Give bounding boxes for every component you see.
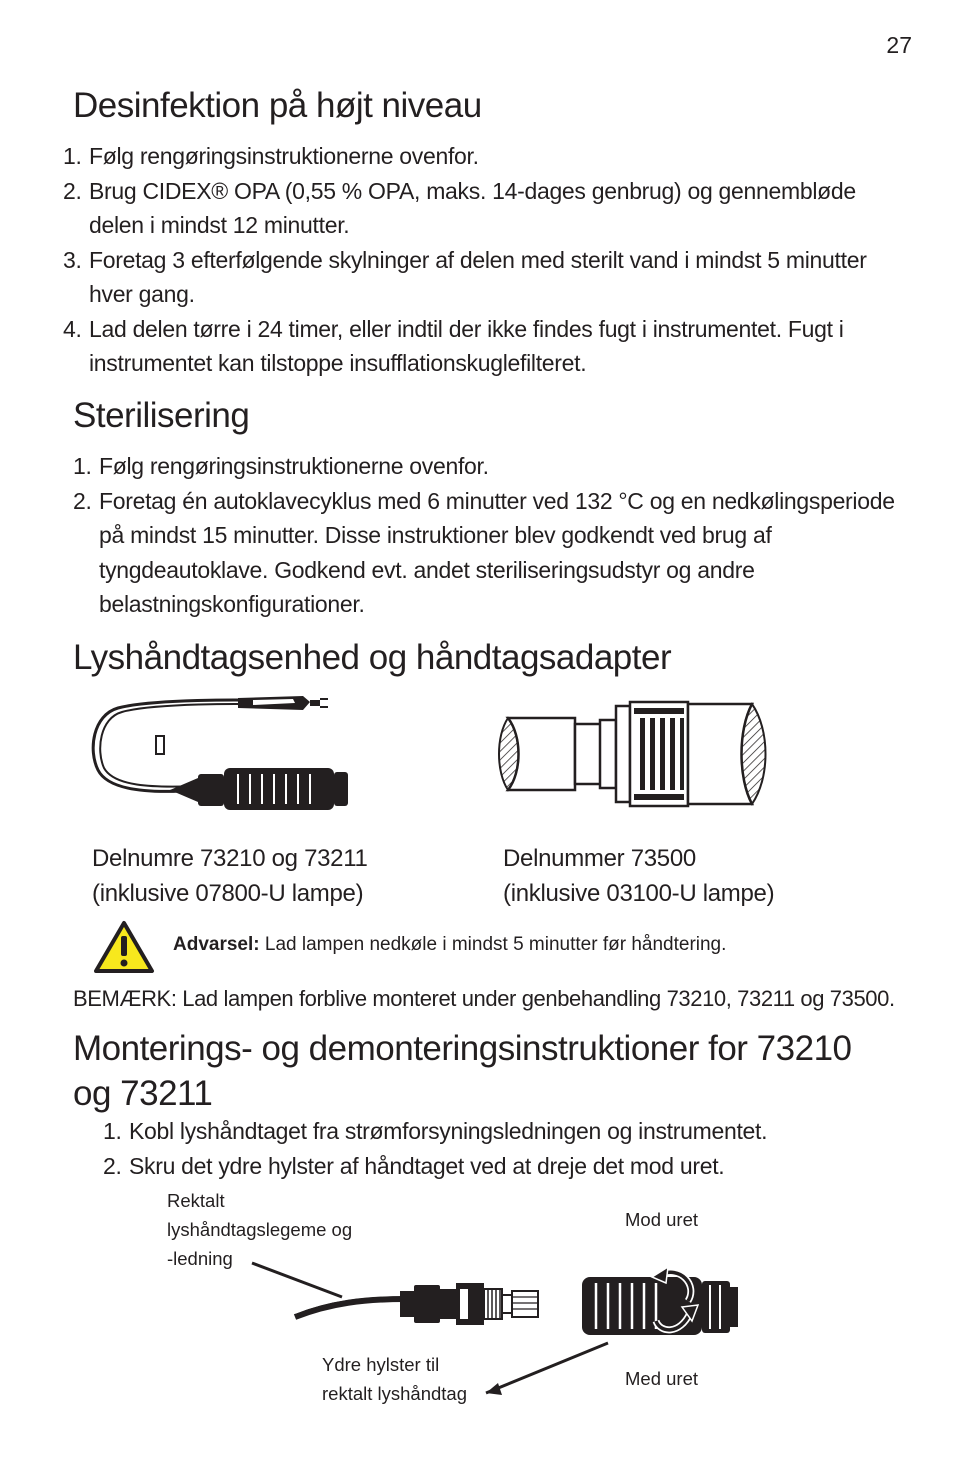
caption-right — [503, 841, 774, 911]
caption-right-line2: (inklusive 03100-U lampe) — [503, 880, 775, 907]
section-title-high-level-disinfection: Desinfektion på højt niveau — [73, 86, 482, 125]
page-number: 27 — [886, 32, 912, 58]
light-handle-illustration — [88, 690, 358, 815]
section-title-assembly-line2: og 73211 — [73, 1074, 213, 1113]
assembly-diagram — [240, 1255, 760, 1405]
list-item: 2. Skru det ydre hylster af håndtaget ved at dreje det mod uret. — [103, 1152, 725, 1179]
sterilization-steps — [73, 449, 898, 622]
list-item: 1. Følg rengøringsinstruktionerne ovenfor. — [73, 453, 489, 479]
list-item: 4. Lad delen tørre i 24 timer, eller indtil der ikke findes fugt i instrumentet. Fugt i instrumentet kan tilstoppe insufflationskuglefilteret. — [63, 315, 844, 376]
note-text: BEMÆRK: Lad lampen forblive monteret under genbehandling 73210, 73211 og 73500. — [73, 986, 895, 1011]
section-title-assembly-line1: Monterings- og demonteringsinstruktioner for 73210 — [73, 1029, 852, 1068]
list-item: 1. Kobl lyshåndtaget fra strømforsyningsledningen og instrumentet. — [103, 1118, 768, 1144]
list-item: 3. Foretag 3 efterfølgende skylninger af delen med sterilt vand i mindst 5 minutter hver gang. — [63, 246, 867, 307]
disinfection-steps — [63, 139, 893, 381]
caption-right-line1: Delnummer 73500 — [503, 845, 696, 872]
caption-left — [92, 841, 368, 911]
section-title-sterilization: Sterilisering — [73, 396, 250, 435]
caption-left-line2: (inklusive 07800-U lampe) — [92, 880, 364, 907]
caption-left-line1: Delnumre 73210 og 73211 — [92, 845, 368, 872]
warning-triangle-icon — [93, 920, 155, 974]
label-outer-sleeve: Ydre hylster til rektalt lyshåndtag — [322, 1354, 468, 1404]
label-counterclockwise: Mod uret — [625, 1209, 699, 1230]
label-rectal-handle-body: Rektalt lyshåndtagslegeme og -ledning — [167, 1190, 353, 1269]
handle-adapter-illustration — [500, 700, 770, 812]
warning-message: Lad lampen nedkøle i mindst 5 minutter før håndtering. — [264, 934, 727, 955]
label-clockwise: Med uret — [625, 1368, 699, 1389]
assembly-steps — [103, 1114, 883, 1183]
warning-label: Advarsel: — [173, 934, 260, 955]
list-item: 2. Brug CIDEX® OPA (0,55 % OPA, maks. 14-dages genbrug) og gennembløde delen i mindst 12 minutter. — [63, 177, 856, 238]
warning-text — [173, 934, 726, 956]
list-item: 1. Følg rengøringsinstruktionerne ovenfor. — [63, 143, 479, 169]
section-title-light-handle: Lyshåndtagsenhed og håndtagsadapter — [73, 638, 672, 677]
list-item: 2. Foretag én autoklavecyklus med 6 minutter ved 132 °C og en nedkølingsperiode på mindst 15 minutter. Disse instruktioner blev godkendt ved brug af tyngdeautoklave. Godkend evt. andet steriliseringsudstyr og andre belastningskonfigurationer. — [73, 487, 895, 617]
